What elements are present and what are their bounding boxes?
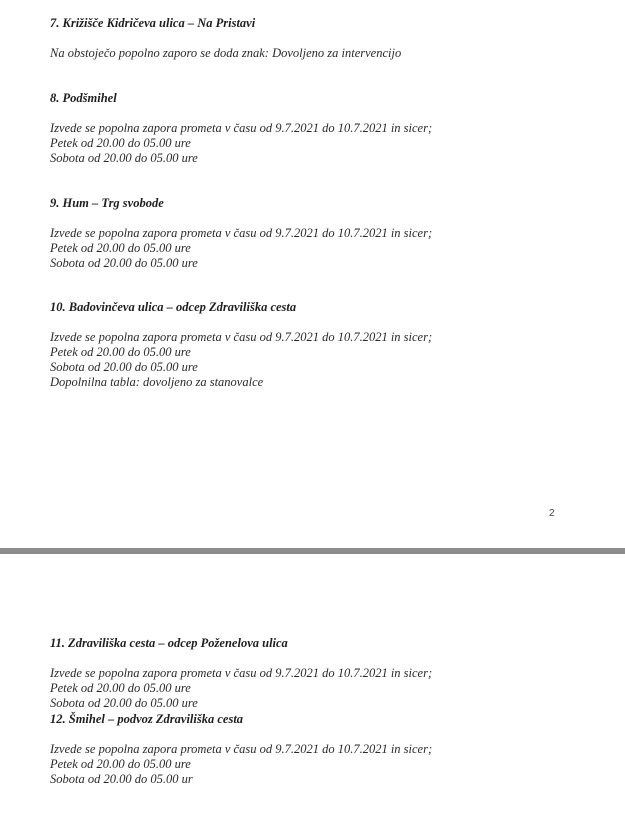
section-text-line: Izvede se popolna zapora prometa v času od 9.7.2021 do 10.7.2021 in sicer; <box>50 226 433 240</box>
section-9 <box>50 196 610 271</box>
section-7 <box>50 16 610 61</box>
section-heading: 10. Badovinčeva ulica – odcep Zdraviliška cesta <box>50 300 297 314</box>
section-heading: 9. Hum – Trg svobode <box>50 196 164 210</box>
section-text-line: Sobota od 20.00 do 05.00 ure <box>50 151 198 165</box>
section-text-line: Petek od 20.00 do 05.00 ure <box>50 757 191 771</box>
section-text-line: Izvede se popolna zapora prometa v času od 9.7.2021 do 10.7.2021 in sicer; <box>50 121 433 135</box>
section-text-line: Dopolnilna tabla: dovoljeno za stanovalce <box>50 375 264 389</box>
section-text-line: Sobota od 20.00 do 05.00 ur <box>50 772 193 786</box>
section-text-line: Petek od 20.00 do 05.00 ure <box>50 241 191 255</box>
document-page-2 <box>0 554 625 814</box>
section-text-line: Na obstoječo popolno zaporo se doda znak: Dovoljeno za intervencijo <box>50 46 402 60</box>
section-heading: 8. Podšmihel <box>50 91 117 105</box>
section-10 <box>50 300 610 390</box>
section-text-line: Sobota od 20.00 do 05.00 ure <box>50 256 198 270</box>
section-text-line: Sobota od 20.00 do 05.00 ure <box>50 360 198 374</box>
section-text-line: Izvede se popolna zapora prometa v času od 9.7.2021 do 10.7.2021 in sicer; <box>50 330 433 344</box>
section-text-line: Petek od 20.00 do 05.00 ure <box>50 345 191 359</box>
section-heading: 12. Šmihel – podvoz Zdraviliška cesta <box>50 712 244 726</box>
page-number: 2 <box>549 508 555 519</box>
section-text-line: Petek od 20.00 do 05.00 ure <box>50 681 191 695</box>
section-text-line: Sobota od 20.00 do 05.00 ure <box>50 696 198 710</box>
section-text-line: Izvede se popolna zapora prometa v času od 9.7.2021 do 10.7.2021 in sicer; <box>50 666 433 680</box>
section-text-line: Izvede se popolna zapora prometa v času od 9.7.2021 do 10.7.2021 in sicer; <box>50 742 433 756</box>
section-8 <box>50 91 610 166</box>
section-text-line: Petek od 20.00 do 05.00 ure <box>50 136 191 150</box>
section-11 <box>50 636 610 711</box>
section-heading: 11. Zdraviliška cesta – odcep Poženelova ulica <box>50 636 288 650</box>
section-heading: 7. Križišče Kidričeva ulica – Na Pristavi <box>50 16 256 30</box>
section-12 <box>50 712 610 787</box>
